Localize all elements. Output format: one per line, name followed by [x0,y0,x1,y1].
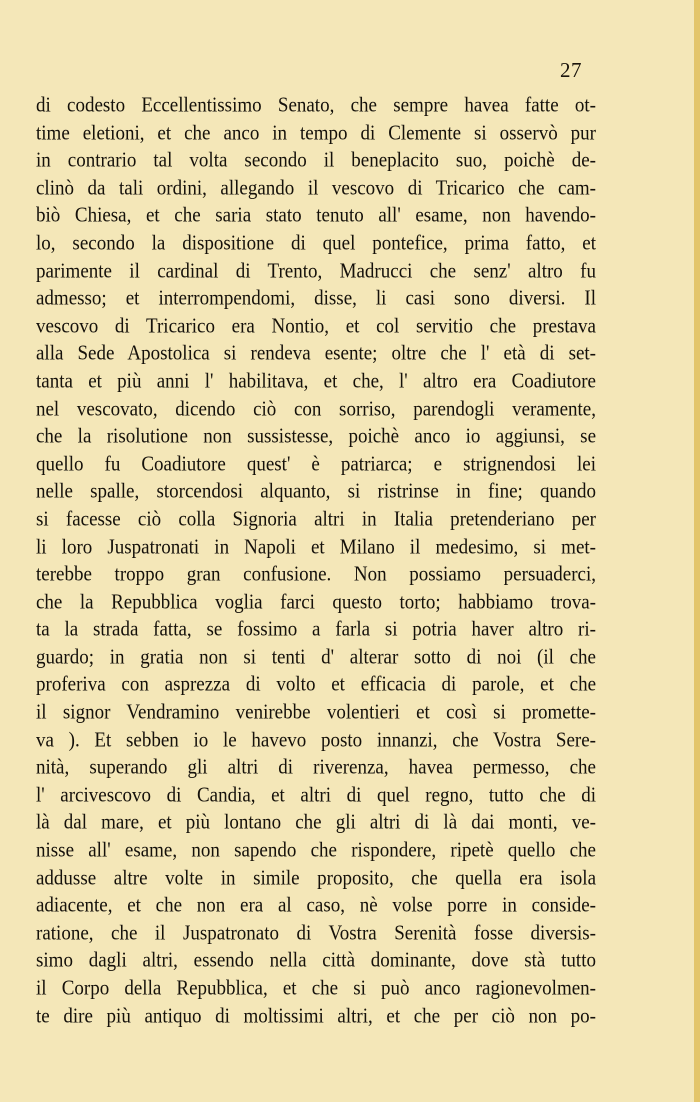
text-line: nel vescovato, dicendo ciò con sorriso, parendogli veramente, [36,397,596,421]
text-line: nità, superando gli altri di riverenza, havea permesso, che [36,755,596,780]
text-line: nelle spalle, storcendosi alquanto, si ristrinse in fine; quando [36,480,596,504]
text-line: vescovo di Tricarico era Nontio, et col servitio che prestava [36,314,596,338]
text-line: va ). Et sebben io le havevo posto innanzi, che Vostra Sere- [36,728,596,752]
text-line: proferiva con asprezza di volto et efficacia di parole, et che [36,673,596,697]
text-line: ta la strada fatta, se fossimo a farla si potria haver altro ri- [36,617,596,642]
text-line: terebbe troppo gran confusione. Non possiamo persuaderci, [36,562,596,587]
text-line: il signor Vendramino venirebbe volentieri et così si promette- [36,700,596,725]
body-text [36,92,596,1030]
text-line: guardo; in gratia non si tenti d' alterar sotto di noi (il che [36,645,596,670]
text-line: time eletioni, et che anco in tempo di Clemente si osservò pur [36,121,596,145]
text-line: parimente il cardinal di Trento, Madrucci che senz' altro fu [36,259,596,283]
text-line: addusse altre volte in simile proposito, che quella era isola [36,866,596,890]
text-line: in contrario tal volta secondo il beneplacito suo, poichè de- [36,148,596,173]
page-number: 27 [560,58,582,82]
text-line: ratione, che il Juspatronato di Vostra Serenità fosse diversis- [36,921,596,946]
text-line: lo, secondo la dispositione di quel pontefice, prima fatto, et [36,231,596,256]
text-line: alla Sede Apostolica si rendeva esente; oltre che l' età di set- [36,342,596,366]
text-line: di codesto Eccellentissimo Senato, che sempre havea fatte ot- [36,93,596,118]
text-line: adiacente, et che non era al caso, nè volse porre in conside- [36,893,596,918]
text-line: là dal mare, et più lontano che gli altri di là dai monti, ve- [36,811,596,835]
text-line: biò Chiesa, et che saria stato tenuto all' esame, non havendo- [36,204,596,228]
text-line: tanta et più anni l' habilitava, et che, l' altro era Coadiutore [36,369,596,394]
text-line: nisse all' esame, non sapendo che rispondere, ripetè quello che [36,838,596,863]
text-line: si facesse ciò colla Signoria altri in Italia pretenderiano per [36,507,596,532]
text-line: che la Repubblica voglia farci questo torto; habbiamo trova- [36,590,596,614]
text-line: clinò da tali ordini, allegando il vescovo di Tricarico che cam- [36,176,596,201]
text-line: te dire più antiquo di moltissimi altri, et che per ciò non po- [36,1004,596,1028]
text-line: il Corpo della Repubblica, et che si può anco ragionevolmen- [36,976,596,1001]
text-line: quello fu Coadiutore quest' è patriarca; e strignendosi lei [36,452,596,476]
text-line: l' arcivescovo di Candia, et altri di quel regno, tutto che di [36,783,596,808]
text-line: admesso; et interrompendomi, disse, li casi sono diversi. Il [36,286,596,311]
text-line: simo dagli altri, essendo nella città dominante, dove stà tutto [36,949,596,973]
text-line: che la risolutione non sussistesse, poichè anco io aggiunsi, se [36,424,596,449]
text-line: li loro Juspatronati in Napoli et Milano il medesimo, si met- [36,535,596,559]
